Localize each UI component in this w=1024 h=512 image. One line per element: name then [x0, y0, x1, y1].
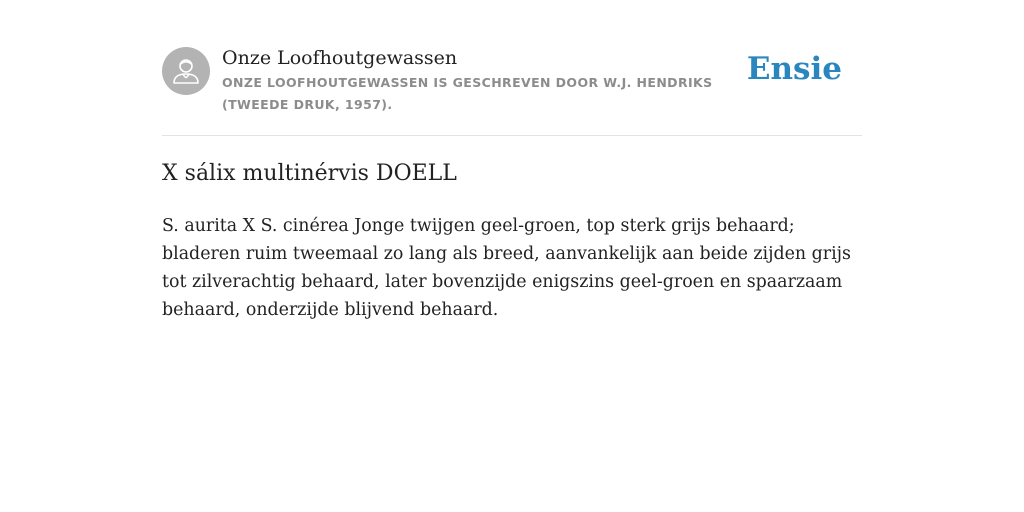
source-description: ONZE LOOFHOUTGEWASSEN IS GESCHREVEN DOOR W.J. HENDRIKS (TWEEDE DRUK, 1957). — [222, 75, 713, 112]
page-container — [162, 0, 862, 320]
user-icon — [162, 47, 210, 95]
entry-body: S. aurita X S. cinérea Jonge twijgen geel-groen, top sterk grijs behaard; bladeren ruim tweemaal zo lang als breed, aanvankelijk aan beide zijden grijs tot zilverachtig behaard, later bovenzijde enigszins geel-groen en spaarzaam behaard, onderzijde blijvend behaard. — [162, 216, 851, 320]
brand-logo-link[interactable]: Ensie — [746, 51, 842, 87]
source-header — [162, 0, 862, 136]
user-icon-svg — [171, 56, 201, 86]
entry-title: X sálix multinérvis DOELL — [162, 161, 457, 186]
source-title[interactable]: Onze Loofhoutgewassen — [222, 47, 458, 69]
